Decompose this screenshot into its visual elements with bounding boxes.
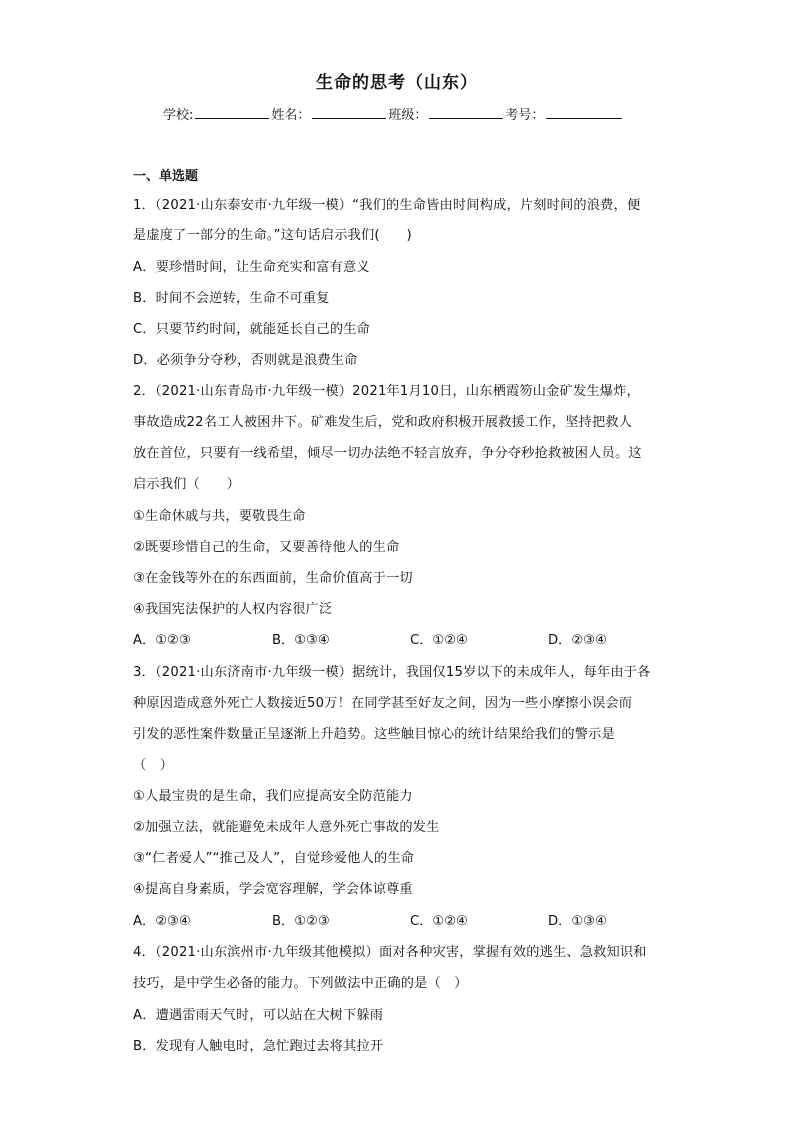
q4-stem-line2: 技巧，是中学生必备的能力。下列做法中正确的是（ ） (133, 976, 468, 991)
q3-item-4: ④提高自身素质，学会宽容理解，学会体谅尊重 (133, 882, 413, 897)
q2-item-4: ④我国宪法保护的人权内容很广泛 (133, 602, 333, 617)
q3-options (133, 910, 633, 928)
q3-stem-line3: 引发的恶性案件数量正呈逐渐上升趋势。这些触目惊心的统计结果给我们的警示是 (133, 727, 615, 742)
q3-option-c: C．①②④ (410, 914, 468, 929)
section-heading: 一、单选题 (133, 169, 199, 184)
q2-options (133, 629, 633, 647)
q3-stem-line4: （ ） (133, 758, 174, 773)
q1-stem-line2: 是虚度了一部分的生命。”这句话启示我们( ) (133, 228, 412, 243)
number-blank[interactable] (546, 105, 622, 119)
name-blank[interactable] (312, 105, 386, 119)
page-title: 生命的思考（山东） (316, 73, 478, 93)
q1-option-c: C．只要节约时间，就能延长自己的生命 (133, 322, 370, 337)
student-info-row (163, 104, 624, 123)
q2-stem-line4: 启示我们（ ） (133, 477, 241, 492)
q2-option-d: D．②③④ (548, 633, 607, 648)
class-label: 班级： (388, 108, 428, 123)
q1-option-a: A．要珍惜时间，让生命充实和富有意义 (133, 260, 370, 275)
q3-stem-line1: 3．（2021·山东济南市·九年级一模）据统计，我国仅15岁以下的未成年人，每年由于各 (133, 665, 651, 680)
q2-option-b: B．①③④ (272, 633, 330, 648)
q3-option-b: B．①②③ (272, 914, 330, 929)
q2-stem-line1: 2．（2021·山东青岛市·九年级一模）2021年1月10日，山东栖霞笏山金矿发生爆炸， (133, 384, 640, 399)
q2-item-1: ①生命休戚与共，要敬畏生命 (133, 509, 306, 524)
q3-item-1: ①人最宝贵的是生命，我们应提高安全防范能力 (133, 789, 413, 804)
q1-stem-line1: 1．（2021·山东泰安市·九年级一模）“我们的生命皆由时间构成，片刻时间的浪费，便 (133, 198, 641, 213)
q4-stem-line1: 4．（2021·山东滨州市·九年级其他模拟）面对各种灾害，掌握有效的逃生、急救知识和 (133, 945, 647, 960)
school-blank[interactable] (195, 105, 269, 119)
q2-option-a: A．①②③ (133, 633, 191, 648)
q2-stem-line3: 放在首位，只要有一线希望，倾尽一切办法绝不轻言放弃，争分夺秒抢救被困人员。这 (133, 446, 642, 461)
q4-option-b: B．发现有人触电时，急忙跑过去将其拉开 (133, 1039, 384, 1054)
q4-option-a: A．遭遇雷雨天气时，可以站在大树下躲雨 (133, 1008, 384, 1023)
q2-item-3: ③在金钱等外在的东西面前，生命价值高于一切 (133, 571, 413, 586)
q1-option-b: B．时间不会逆转，生命不可重复 (133, 291, 330, 306)
class-blank[interactable] (429, 105, 503, 119)
number-label: 考号： (505, 108, 545, 123)
q2-item-2: ②既要珍惜自己的生命，又要善待他人的生命 (133, 540, 400, 555)
q2-option-c: C．①②④ (410, 633, 468, 648)
school-label: 学校: (163, 108, 194, 123)
q3-item-2: ②加强立法，就能避免未成年人意外死亡事故的发生 (133, 820, 440, 835)
q2-stem-line2: 事故造成22名工人被困井下。矿难发生后，党和政府积极开展救援工作，坚持把救人 (133, 415, 633, 430)
q3-stem-line2: 种原因造成意外死亡人数接近50万！在同学甚至好友之间，因为一些小摩擦小误会而 (133, 696, 633, 711)
q3-item-3: ③“仁者爱人”“推己及人”，自觉珍爱他人的生命 (133, 851, 415, 866)
name-label: 姓名： (271, 108, 311, 123)
q3-option-d: D．①③④ (548, 914, 607, 929)
q1-option-d: D．必须争分夺秒，否则就是浪费生命 (133, 353, 358, 368)
q3-option-a: A．②③④ (133, 914, 191, 929)
